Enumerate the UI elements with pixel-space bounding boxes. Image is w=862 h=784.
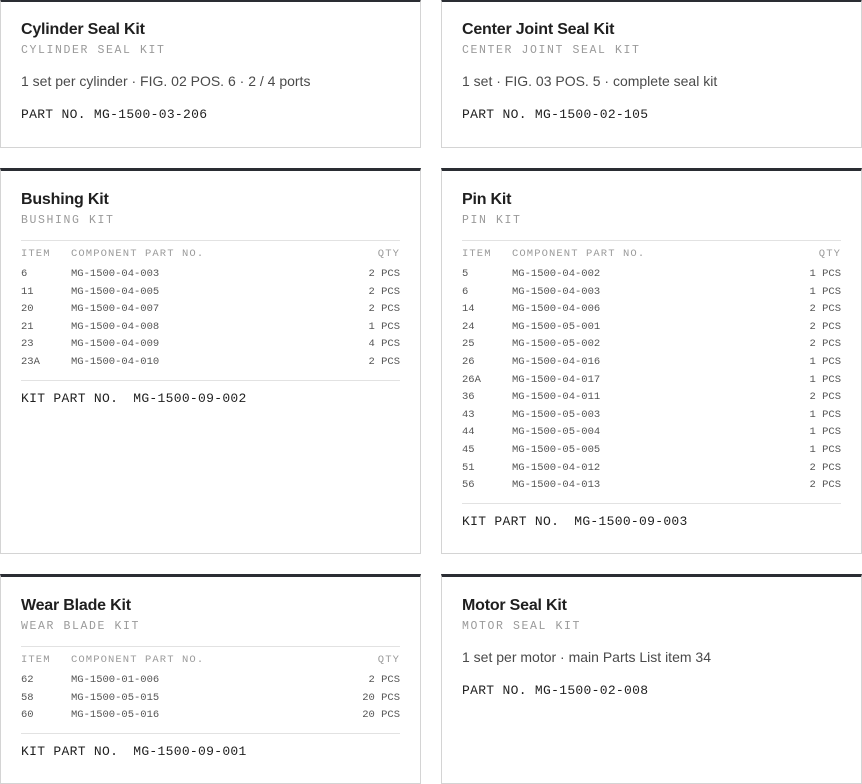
kit-part-number (462, 503, 841, 530)
row-qty: 2 PCS (809, 338, 841, 351)
row-item: 43 (462, 408, 475, 421)
table-row (21, 690, 400, 708)
row-qty: 1 PCS (368, 320, 400, 333)
row-part: MG-1500-05-004 (512, 426, 601, 439)
wear-blade-kit-card (0, 574, 421, 784)
kit-part-number (21, 733, 400, 760)
row-item: 25 (462, 338, 475, 351)
part-number: PART NO. MG-1500-02-008 (462, 683, 649, 698)
row-part: MG-1500-04-016 (512, 355, 601, 368)
table-row (462, 442, 841, 460)
card-subtitle: BUSHING KIT (21, 214, 115, 227)
row-item: 24 (462, 320, 475, 333)
row-part: MG-1500-04-012 (512, 461, 601, 474)
row-item: 23 (21, 338, 34, 351)
header-part: COMPONENT PART NO. (71, 248, 205, 260)
card-description: 1 set per motor · main Parts List item 34 (462, 649, 711, 665)
header-item: ITEM (462, 248, 492, 260)
part-number: PART NO. MG-1500-02-105 (462, 107, 649, 122)
row-qty: 1 PCS (809, 443, 841, 456)
table-header (21, 241, 400, 266)
row-item: 62 (21, 674, 34, 686)
row-item: 14 (462, 303, 475, 316)
table-row (462, 354, 841, 372)
row-item: 45 (462, 443, 475, 456)
row-qty: 1 PCS (809, 355, 841, 368)
row-part: MG-1500-05-002 (512, 338, 601, 351)
table-row (21, 284, 400, 302)
table-row (462, 301, 841, 319)
kit-part-value: MG-1500-09-002 (133, 390, 247, 406)
row-part: MG-1500-04-007 (71, 303, 160, 316)
row-qty: 2 PCS (809, 391, 841, 404)
card-subtitle: PIN KIT (462, 214, 522, 227)
component-table (21, 646, 400, 725)
header-part: COMPONENT PART NO. (512, 248, 646, 260)
table-row (462, 336, 841, 354)
component-table (462, 240, 841, 495)
row-item: 5 (462, 268, 469, 280)
row-part: MG-1500-04-002 (512, 268, 601, 280)
row-qty: 4 PCS (368, 338, 400, 351)
kit-part-label: KIT PART NO. (462, 513, 560, 529)
row-item: 6 (462, 285, 469, 298)
row-item: 60 (21, 709, 34, 722)
card-subtitle: WEAR BLADE KIT (21, 620, 141, 633)
row-part: MG-1500-04-009 (71, 338, 160, 351)
table-row (462, 460, 841, 478)
row-part: MG-1500-05-001 (512, 320, 601, 333)
card-subtitle: CYLINDER SEAL KIT (21, 44, 166, 57)
row-qty: 2 PCS (809, 320, 841, 333)
row-qty: 1 PCS (809, 285, 841, 298)
kit-part-value: MG-1500-09-003 (574, 513, 688, 529)
row-item: 36 (462, 391, 475, 404)
row-item: 20 (21, 303, 34, 316)
row-part: MG-1500-04-011 (512, 391, 601, 404)
table-row (462, 477, 841, 495)
row-qty: 2 PCS (809, 461, 841, 474)
row-qty: 1 PCS (809, 268, 841, 280)
kit-part-value: MG-1500-09-001 (133, 743, 247, 759)
card-subtitle: CENTER JOINT SEAL KIT (462, 44, 641, 57)
row-item: 26 (462, 355, 475, 368)
row-item: 26A (462, 373, 481, 386)
header-qty: QTY (377, 248, 400, 260)
header-part: COMPONENT PART NO. (71, 654, 205, 666)
row-item: 58 (21, 691, 34, 704)
table-row (462, 389, 841, 407)
row-part: MG-1500-05-016 (71, 709, 160, 722)
bushing-kit-card (0, 168, 421, 554)
kit-part-label: KIT PART NO. (21, 390, 119, 406)
card-title: Center Joint Seal Kit (462, 21, 615, 38)
table-row (462, 266, 841, 284)
header-qty: QTY (377, 654, 400, 666)
table-row (21, 301, 400, 319)
table-row (21, 707, 400, 725)
row-qty: 2 PCS (368, 268, 400, 280)
row-part: MG-1500-04-013 (512, 479, 601, 492)
card-description: 1 set · FIG. 03 POS. 5 · complete seal kit (462, 73, 718, 89)
header-qty: QTY (818, 248, 841, 260)
row-qty: 20 PCS (362, 709, 400, 722)
row-item: 51 (462, 461, 475, 474)
row-part: MG-1500-04-006 (512, 303, 601, 316)
table-row (462, 407, 841, 425)
row-item: 23A (21, 355, 40, 368)
table-row (462, 319, 841, 337)
row-qty: 20 PCS (362, 691, 400, 704)
row-qty: 2 PCS (368, 303, 400, 316)
table-row (462, 424, 841, 442)
row-part: MG-1500-05-005 (512, 443, 601, 456)
card-title: Wear Blade Kit (21, 597, 131, 614)
card-title: Pin Kit (462, 191, 512, 208)
row-qty: 2 PCS (368, 355, 400, 368)
row-qty: 2 PCS (809, 303, 841, 316)
row-part: MG-1500-04-003 (71, 268, 160, 280)
row-qty: 1 PCS (809, 373, 841, 386)
row-qty: 2 PCS (368, 674, 400, 686)
table-header (462, 241, 841, 266)
table-row (21, 354, 400, 372)
row-part: MG-1500-04-017 (512, 373, 601, 386)
row-part: MG-1500-04-010 (71, 355, 160, 368)
row-qty: 1 PCS (809, 408, 841, 421)
row-part: MG-1500-05-003 (512, 408, 601, 421)
table-header (21, 647, 400, 672)
center-joint-seal-kit-card (441, 0, 862, 148)
card-subtitle: MOTOR SEAL KIT (462, 620, 582, 633)
card-description: 1 set per cylinder · FIG. 02 POS. 6 · 2 / 4 ports (21, 73, 311, 89)
row-item: 44 (462, 426, 475, 439)
kit-part-number (21, 380, 400, 407)
table-row (462, 284, 841, 302)
table-row (21, 266, 400, 284)
row-qty: 1 PCS (809, 426, 841, 439)
row-part: MG-1500-05-015 (71, 691, 160, 704)
row-part: MG-1500-04-003 (512, 285, 601, 298)
card-title: Motor Seal Kit (462, 597, 567, 614)
row-part: MG-1500-04-008 (71, 320, 160, 333)
cylinder-seal-kit-card (0, 0, 421, 148)
row-item: 11 (21, 285, 34, 298)
card-title: Cylinder Seal Kit (21, 21, 145, 38)
table-row (21, 672, 400, 690)
table-row (462, 372, 841, 390)
motor-seal-kit-card (441, 574, 862, 784)
table-row (21, 319, 400, 337)
row-item: 21 (21, 320, 34, 333)
pin-kit-card (441, 168, 862, 554)
row-part: MG-1500-01-006 (71, 674, 160, 686)
row-item: 6 (21, 268, 28, 280)
table-row (21, 336, 400, 354)
header-item: ITEM (21, 248, 51, 260)
component-table (21, 240, 400, 372)
row-qty: 2 PCS (809, 479, 841, 492)
card-title: Bushing Kit (21, 191, 109, 208)
kit-part-label: KIT PART NO. (21, 743, 119, 759)
row-part: MG-1500-04-005 (71, 285, 160, 298)
part-number: PART NO. MG-1500-03-206 (21, 107, 208, 122)
header-item: ITEM (21, 654, 51, 666)
row-item: 56 (462, 479, 475, 492)
row-qty: 2 PCS (368, 285, 400, 298)
